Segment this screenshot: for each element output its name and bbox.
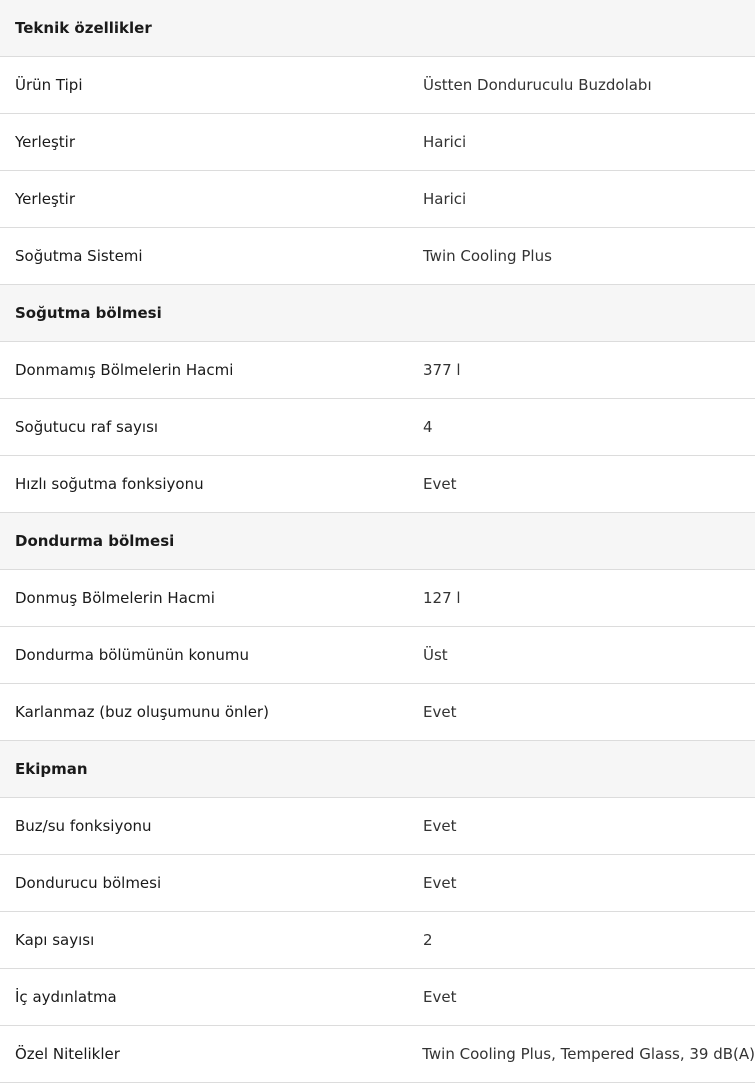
spec-label: Dondurucu bölmesi [15, 874, 162, 892]
spec-value: Harici [423, 190, 467, 208]
spec-label: Donmuş Bölmelerin Hacmi [15, 589, 215, 607]
spec-label: Yerleştir [15, 133, 75, 151]
spec-row [0, 228, 755, 285]
spec-value: Harici [423, 133, 467, 151]
spec-value: Twin Cooling Plus [423, 247, 552, 265]
spec-row [0, 342, 755, 399]
spec-label: Hızlı soğutma fonksiyonu [15, 475, 204, 493]
section-header-sogutma-bolmesi [0, 285, 755, 342]
spec-row [0, 969, 755, 1026]
spec-value: 4 [423, 418, 433, 436]
spec-label: Ürün Tipi [15, 76, 83, 94]
spec-label: Dondurma bölümünün konumu [15, 646, 249, 664]
spec-value: Twin Cooling Plus, Tempered Glass, 39 dB(A) [422, 1045, 755, 1063]
section-header-dondurma-bolmesi [0, 513, 755, 570]
spec-label: Soğutucu raf sayısı [15, 418, 159, 436]
spec-value: Evet [423, 703, 457, 721]
spec-row [0, 798, 755, 855]
spec-label: Kapı sayısı [15, 931, 95, 949]
spec-value: 377 l [423, 361, 461, 379]
spec-value: Evet [423, 475, 457, 493]
spec-label: Yerleştir [15, 190, 75, 208]
spec-label: Donmamış Bölmelerin Hacmi [15, 361, 234, 379]
section-header-teknik-ozellikler [0, 0, 755, 57]
spec-label: İç aydınlatma [15, 988, 117, 1006]
spec-row [0, 684, 755, 741]
spec-value: Üstten Donduruculu Buzdolabı [423, 76, 652, 94]
spec-value: Evet [423, 874, 457, 892]
spec-value: Evet [423, 988, 457, 1006]
spec-row [0, 171, 755, 228]
spec-label: Soğutma Sistemi [15, 247, 143, 265]
spec-row [0, 570, 755, 627]
spec-label: Karlanmaz (buz oluşumunu önler) [15, 703, 269, 721]
spec-row [0, 114, 755, 171]
spec-value: Evet [423, 817, 457, 835]
spec-label: Buz/su fonksiyonu [15, 817, 152, 835]
spec-row [0, 399, 755, 456]
section-title: Dondurma bölmesi [15, 532, 175, 550]
spec-row [0, 627, 755, 684]
section-title: Teknik özellikler [15, 19, 152, 37]
spec-value: 2 [423, 931, 433, 949]
spec-row [0, 912, 755, 969]
section-title: Ekipman [15, 760, 88, 778]
section-header-ekipman [0, 741, 755, 798]
section-title: Soğutma bölmesi [15, 304, 162, 322]
spec-row [0, 456, 755, 513]
spec-label: Özel Nitelikler [15, 1045, 120, 1063]
spec-row [0, 1026, 755, 1083]
spec-row [0, 855, 755, 912]
spec-value: 127 l [423, 589, 461, 607]
spec-value: Üst [423, 646, 448, 664]
spec-row [0, 57, 755, 114]
